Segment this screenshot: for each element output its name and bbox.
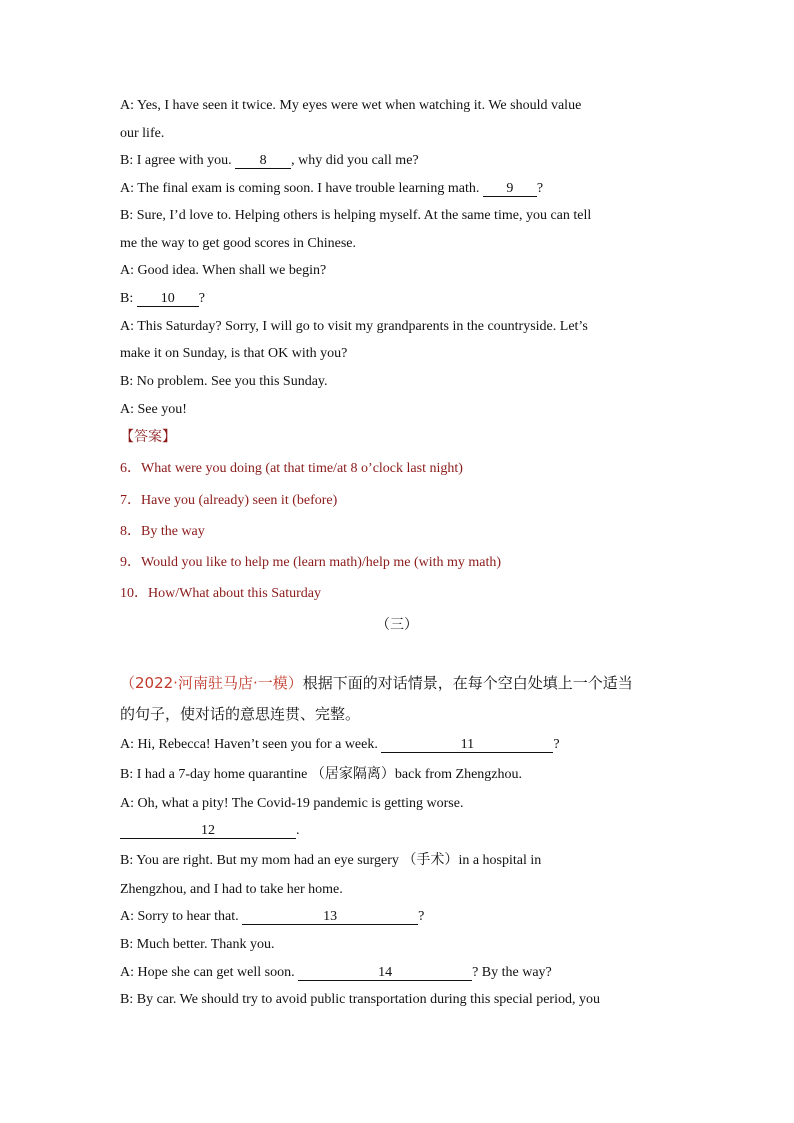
dialogue-text: , why did you call me? bbox=[291, 153, 419, 168]
dialogue-text: back from Zhengzhou. bbox=[394, 767, 523, 782]
section-title: （三） bbox=[376, 617, 418, 633]
dialogue-line: A: Yes, I have seen it twice. My eyes were wet when watching it. We should value bbox=[120, 98, 582, 113]
dialogue-text: ? By the way? bbox=[472, 965, 552, 980]
dialogue-text: ? bbox=[198, 291, 205, 306]
dialogue-line: A: See you! bbox=[120, 402, 187, 417]
blank-10: 10 bbox=[137, 291, 199, 307]
question-intro: 的句子，使对话的意思连贯、完整。 bbox=[120, 705, 361, 723]
blank-8: 8 bbox=[235, 153, 291, 169]
dialogue-text: A: The final exam is coming soon. I have trouble learning math. bbox=[120, 181, 483, 196]
answer-label: 【答案】 bbox=[120, 429, 176, 445]
dialogue-text: B: I had a 7-day home quarantine bbox=[120, 767, 311, 782]
blank-11: 11 bbox=[381, 737, 553, 753]
dialogue-text: B: I agree with you. bbox=[120, 153, 236, 168]
dialogue-line bbox=[120, 908, 424, 926]
question-intro bbox=[120, 674, 633, 692]
dialogue-line: B: No problem. See you this Sunday. bbox=[120, 374, 328, 389]
answer-item: 10．How/What about this Saturday bbox=[120, 586, 322, 601]
dialogue-line bbox=[120, 736, 560, 754]
dialogue-line: A: This Saturday? Sorry, I will go to visit my grandparents in the countryside. Let’s bbox=[120, 319, 588, 334]
dialogue-line: B: Sure, I’d love to. Helping others is helping myself. At the same time, you can tell bbox=[120, 208, 592, 223]
dialogue-line: B: Much better. Thank you. bbox=[120, 937, 275, 952]
dialogue-text: A: Hope she can get well soon. bbox=[120, 965, 299, 980]
answer-item: 6．What were you doing (at that time/at 8 o’clock last night) bbox=[120, 461, 463, 476]
dialogue-line: A: Good idea. When shall we begin? bbox=[120, 263, 327, 278]
dialogue-text: （居家隔离） bbox=[310, 766, 395, 782]
answer-item: 9．Would you like to help me (learn math)/help me (with my math) bbox=[120, 555, 502, 570]
intro-text: 根据下面的对话情景，在每个空白处填上一个适当 bbox=[302, 674, 633, 692]
dialogue-line: Zhengzhou, and I had to take her home. bbox=[120, 882, 343, 897]
dialogue-text: （手术） bbox=[402, 852, 459, 868]
dialogue-line: B: By car. We should try to avoid public transportation during this special period, you bbox=[120, 992, 600, 1007]
dialogue-line: me the way to get good scores in Chinese. bbox=[120, 236, 357, 251]
dialogue-text: ? bbox=[418, 909, 425, 924]
dialogue-line bbox=[120, 290, 205, 308]
dialogue-line bbox=[120, 822, 300, 840]
answer-item: 8．By the way bbox=[120, 524, 205, 539]
dialogue-text: B: bbox=[120, 291, 137, 306]
dialogue-line: A: Oh, what a pity! The Covid-19 pandemic is getting worse. bbox=[120, 796, 464, 811]
dialogue-text: in a hospital in bbox=[458, 853, 542, 868]
dialogue-line: make it on Sunday, is that OK with you? bbox=[120, 346, 348, 361]
dialogue-text: B: You are right. But my mom had an eye surgery bbox=[120, 853, 403, 868]
dialogue-line bbox=[120, 180, 543, 198]
answer-item: 7．Have you (already) seen it (before) bbox=[120, 493, 338, 508]
dialogue-text: . bbox=[296, 823, 300, 838]
dialogue-line bbox=[120, 765, 522, 784]
dialogue-line: our life. bbox=[120, 126, 165, 141]
dialogue-text: A: Sorry to hear that. bbox=[120, 909, 243, 924]
dialogue-text: ? bbox=[553, 737, 560, 752]
blank-14: 14 bbox=[298, 965, 472, 981]
dialogue-line bbox=[120, 964, 552, 982]
question-source: （2022·河南驻马店·一模） bbox=[120, 674, 303, 692]
blank-9: 9 bbox=[483, 181, 537, 197]
dialogue-text: A: Hi, Rebecca! Haven’t seen you for a week. bbox=[120, 737, 382, 752]
blank-12: 12 bbox=[120, 823, 296, 839]
dialogue-text: ? bbox=[536, 181, 544, 196]
dialogue-line bbox=[120, 851, 541, 870]
blank-13: 13 bbox=[242, 909, 418, 925]
dialogue-line bbox=[120, 152, 419, 170]
